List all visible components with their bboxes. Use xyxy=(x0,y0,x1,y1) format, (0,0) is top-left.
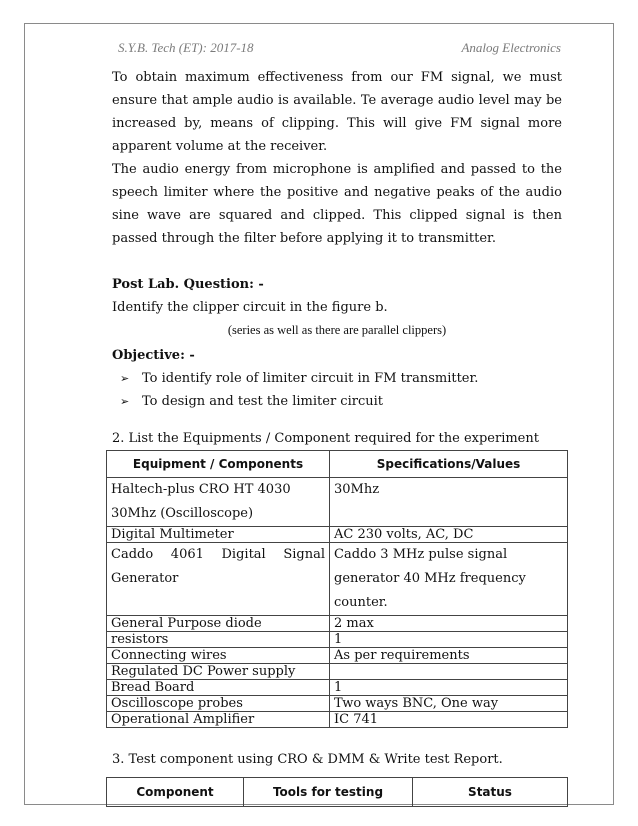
column-header: Component xyxy=(107,778,244,807)
table-cell: 30Mhz xyxy=(330,478,568,527)
arrow-bullet-icon: ➢ xyxy=(120,372,130,385)
table-row xyxy=(107,616,568,632)
post-lab-question: Identify the clipper circuit in the figure b. xyxy=(112,300,388,315)
column-header: Equipment / Components xyxy=(107,451,330,478)
table-cell: Two ways BNC, One way xyxy=(330,696,568,712)
speech-limiter-paragraph: The audio energy from microphone is amplified and passed to the speech limiter where the positive and negative peaks of the audio sine wave are squared and clipped. This clipped signal is then passed through the filter before applying it to transmitter. xyxy=(112,162,562,246)
table-cell: Regulated DC Power supply xyxy=(107,664,330,680)
table-row xyxy=(107,712,568,728)
table-cell: Operational Amplifier xyxy=(107,712,330,728)
table-cell: 1 xyxy=(330,632,568,648)
table-row xyxy=(107,696,568,712)
header-subject: Analog Electronics xyxy=(461,40,561,55)
objective-item: ➢ To design and test the limiter circuit xyxy=(120,390,562,413)
test-report-table xyxy=(106,777,568,807)
post-lab-heading: Post Lab. Question: - xyxy=(112,277,264,292)
table-cell: Caddo 3 MHz pulse signal generator 40 MHz frequency counter. xyxy=(330,543,568,616)
objective-list xyxy=(112,367,562,413)
column-header: Status xyxy=(413,778,568,807)
table-header-row xyxy=(107,451,568,478)
table-cell: General Purpose diode xyxy=(107,616,330,632)
intro-paragraph: To obtain maximum effectiveness from our FM signal, we must ensure that ample audio is available. Te average audio level may be increased by, means of clipping. This will give FM signal more apparent volume at the receiver. xyxy=(112,70,562,154)
objective-item: ➢ To identify role of limiter circuit in FM transmitter. xyxy=(120,367,562,390)
table-cell: Digital Multimeter xyxy=(107,527,330,543)
table-row xyxy=(107,527,568,543)
header-course: S.Y.B. Tech (ET): 2017-18 xyxy=(118,40,254,55)
table-cell: AC 230 volts, AC, DC xyxy=(330,527,568,543)
page-content xyxy=(112,66,562,807)
table-cell: IC 741 xyxy=(330,712,568,728)
table-cell: 1 xyxy=(330,680,568,696)
table-cell: Connecting wires xyxy=(107,648,330,664)
section2-title: 2. List the Equipments / Component required for the experiment xyxy=(112,431,539,446)
table-cell: 2 max xyxy=(330,616,568,632)
table-cell: Haltech-plus CRO HT 4030 30Mhz (Oscilloscope) xyxy=(107,478,330,527)
table-row xyxy=(107,680,568,696)
section3-title: 3. Test component using CRO & DMM & Write test Report. xyxy=(112,752,503,767)
table-cell: Oscilloscope probes xyxy=(107,696,330,712)
table-cell: Caddo 4061 Digital Signal Generator xyxy=(107,543,330,616)
table-cell: resistors xyxy=(107,632,330,648)
table-row xyxy=(107,632,568,648)
table-row xyxy=(107,648,568,664)
post-lab-note: (series as well as there are parallel clippers) xyxy=(227,323,447,337)
table-row xyxy=(107,543,568,616)
column-header: Specifications/Values xyxy=(330,451,568,478)
table-row xyxy=(107,478,568,527)
table-cell: As per requirements xyxy=(330,648,568,664)
table-cell: Bread Board xyxy=(107,680,330,696)
arrow-bullet-icon: ➢ xyxy=(120,395,130,408)
column-header: Tools for testing xyxy=(244,778,413,807)
equipment-table xyxy=(106,450,568,728)
table-cell xyxy=(330,664,568,680)
table-row xyxy=(107,664,568,680)
table-header-row xyxy=(107,778,568,807)
objective-heading: Objective: - xyxy=(112,348,195,363)
